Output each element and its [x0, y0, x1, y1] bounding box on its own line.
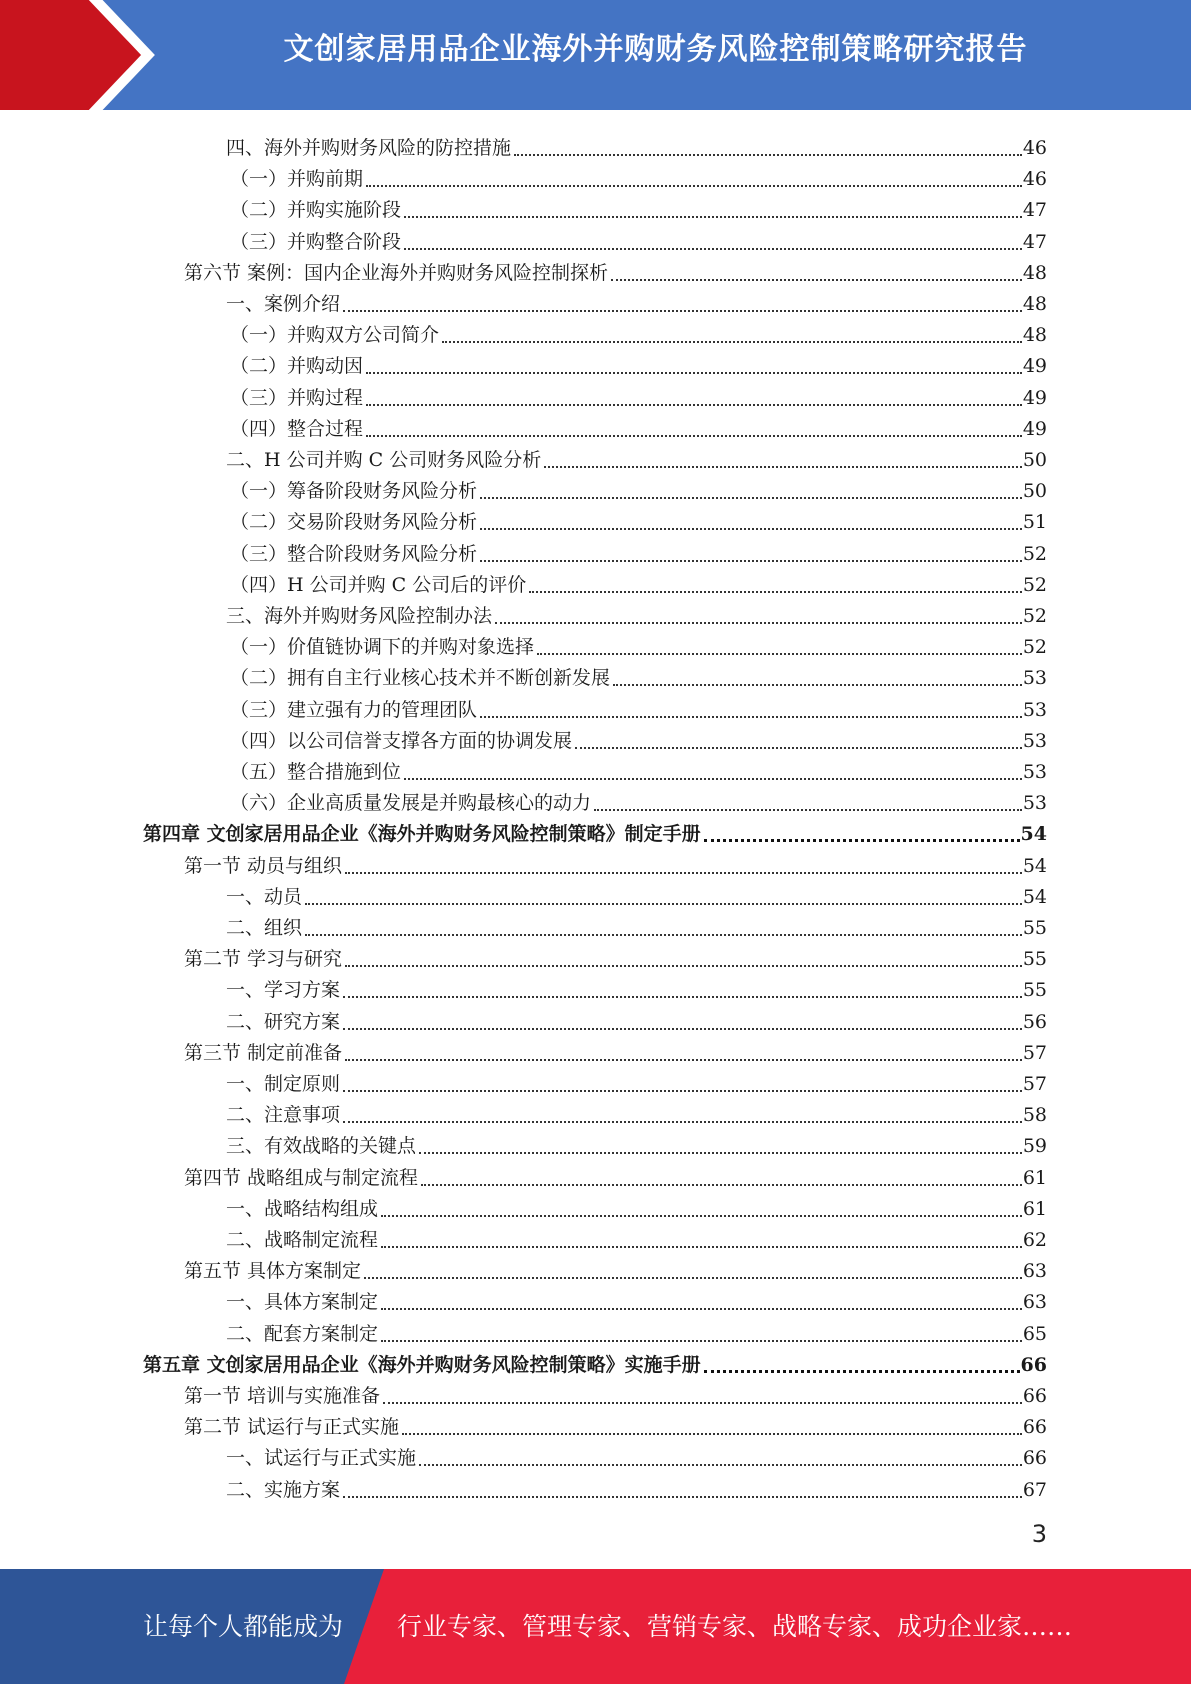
toc-dot-leader — [480, 528, 1022, 530]
toc-entry-page: 49 — [1022, 417, 1047, 440]
toc-entry-title: （二）拥有自主行业核心技术并不断创新发展 — [230, 667, 611, 690]
toc-dot-leader — [366, 372, 1022, 374]
toc-entry-page: 66 — [1020, 1353, 1047, 1376]
toc-entry-page: 54 — [1022, 885, 1047, 908]
footer-slogan-left: 让每个人都能成为 — [143, 1612, 344, 1641]
toc-entry-page: 53 — [1022, 761, 1047, 783]
toc-entry-page: 52 — [1022, 605, 1047, 627]
header-arrow-red-shape — [0, 0, 145, 110]
toc-entry-page: 53 — [1022, 729, 1047, 752]
toc-entry-page: 63 — [1022, 1291, 1047, 1314]
toc-entry[interactable] — [0, 471, 1047, 502]
toc-entry[interactable] — [0, 440, 1047, 471]
toc-entry-page: 55 — [1022, 979, 1047, 1002]
toc-entry[interactable] — [0, 1095, 1047, 1126]
toc-dot-leader — [366, 404, 1022, 406]
toc-entry[interactable] — [0, 1158, 1047, 1189]
toc-entry-title: （一）并购前期 — [230, 168, 364, 191]
toc-entry-page: 46 — [1022, 137, 1047, 159]
toc-dot-leader — [305, 934, 1022, 936]
toc-entry-title: 三、有效战略的关键点 — [226, 1135, 417, 1158]
toc-entry[interactable] — [0, 128, 1047, 159]
toc-dot-leader — [537, 653, 1022, 655]
toc-entry[interactable] — [0, 1470, 1047, 1501]
toc-dot-leader — [480, 497, 1022, 499]
toc-entry[interactable] — [0, 1345, 1047, 1376]
page-header — [0, 0, 1191, 110]
toc-entry-title: 第二节 学习与研究 — [184, 948, 343, 971]
toc-dot-leader — [345, 1059, 1022, 1061]
toc-dot-leader — [419, 1152, 1022, 1154]
toc-entry[interactable] — [0, 502, 1047, 533]
toc-entry-title: 第四节 战略组成与制定流程 — [184, 1166, 419, 1189]
toc-entry[interactable] — [0, 1002, 1047, 1033]
toc-dot-leader — [404, 248, 1022, 250]
toc-entry[interactable] — [0, 939, 1047, 970]
toc-entry-page: 57 — [1022, 1041, 1047, 1064]
toc-entry-page: 66 — [1022, 1385, 1047, 1407]
footer-slogan-right: 行业专家、管理专家、营销专家、战略专家、成功企业家…… — [397, 1612, 1073, 1641]
toc-entry-page: 47 — [1022, 199, 1047, 222]
toc-entry-title: （三）并购过程 — [230, 386, 364, 409]
toc-entry-title: 第四章 文创家居用品企业《海外并购财务风险控制策略》制定手册 — [143, 823, 701, 846]
toc-entry-page: 52 — [1022, 542, 1047, 565]
toc-dot-leader — [495, 622, 1022, 624]
toc-dot-leader — [343, 1496, 1022, 1498]
toc-entry-page: 66 — [1022, 1447, 1047, 1470]
toc-dot-leader — [343, 1121, 1022, 1123]
toc-entry[interactable] — [0, 315, 1047, 346]
toc-dot-leader — [381, 1246, 1022, 1248]
toc-entry[interactable] — [0, 190, 1047, 221]
toc-entry-page: 50 — [1022, 480, 1047, 503]
toc-dot-leader — [402, 1433, 1022, 1435]
toc-entry[interactable] — [0, 565, 1047, 596]
toc-entry-title: 一、战略结构组成 — [226, 1197, 379, 1220]
toc-dot-leader — [480, 716, 1022, 718]
toc-entry[interactable] — [0, 534, 1047, 565]
toc-entry[interactable] — [0, 253, 1047, 284]
toc-entry-title: （二）并购动因 — [230, 355, 364, 378]
toc-dot-leader — [704, 1370, 1020, 1373]
toc-entry-title: （四）H 公司并购 C 公司后的评价 — [230, 573, 527, 596]
toc-entry-title: 二、H 公司并购 C 公司财务风险分析 — [226, 449, 542, 471]
toc-entry-title: 一、具体方案制定 — [226, 1291, 379, 1314]
report-title: 文创家居用品企业海外并购财务风险控制策略研究报告 — [283, 32, 1028, 67]
toc-entry[interactable] — [0, 284, 1047, 315]
toc-dot-leader — [383, 1402, 1022, 1404]
toc-entry-page: 67 — [1022, 1478, 1047, 1501]
toc-entry-page: 58 — [1022, 1104, 1047, 1127]
toc-entry-title: （三）建立强有力的管理团队 — [230, 698, 478, 721]
toc-dot-leader — [381, 1340, 1022, 1342]
toc-entry-title: （二）并购实施阶段 — [230, 199, 402, 222]
toc-entry[interactable] — [0, 409, 1047, 440]
toc-dot-leader — [611, 279, 1022, 281]
toc-entry-page: 50 — [1022, 449, 1047, 471]
toc-entry-title: 第五节 具体方案制定 — [184, 1260, 362, 1283]
toc-dot-leader — [345, 872, 1022, 874]
toc-entry-title: 二、研究方案 — [226, 1010, 341, 1033]
toc-entry-title: （四）以公司信誉支撑各方面的协调发展 — [230, 729, 573, 752]
toc-entry-title: 四、海外并购财务风险的防控措施 — [226, 137, 512, 159]
toc-entry-page: 55 — [1022, 948, 1047, 971]
toc-entry-title: 二、组织 — [226, 917, 303, 939]
toc-dot-leader — [419, 1464, 1022, 1466]
toc-dot-leader — [305, 903, 1022, 905]
toc-entry-page: 49 — [1022, 386, 1047, 409]
toc-dot-leader — [529, 591, 1022, 593]
toc-dot-leader — [366, 185, 1022, 187]
toc-dot-leader — [704, 839, 1020, 842]
toc-entry[interactable] — [0, 1438, 1047, 1469]
toc-entry[interactable] — [0, 1126, 1047, 1157]
toc-dot-leader — [544, 466, 1022, 468]
toc-dot-leader — [345, 965, 1022, 967]
toc-entry-page: 52 — [1022, 636, 1047, 659]
toc-entry[interactable] — [0, 378, 1047, 409]
toc-entry-page: 51 — [1022, 511, 1047, 534]
toc-entry-title: （四）整合过程 — [230, 417, 364, 440]
toc-entry[interactable] — [0, 1407, 1047, 1438]
toc-entry-page: 47 — [1022, 230, 1047, 253]
toc-entry-title: （三）整合阶段财务风险分析 — [230, 542, 478, 565]
page-number: 3 — [1031, 1520, 1047, 1548]
toc-dot-leader — [575, 747, 1022, 749]
toc-entry-title: 第一节 培训与实施准备 — [184, 1385, 381, 1407]
toc-dot-leader — [343, 996, 1022, 998]
toc-entry-page: 53 — [1022, 667, 1047, 690]
toc-entry[interactable] — [0, 1033, 1047, 1064]
toc-entry-title: 二、战略制定流程 — [226, 1229, 379, 1251]
toc-entry-title: 第二节 试运行与正式实施 — [184, 1416, 400, 1439]
toc-entry-title: 第三节 制定前准备 — [184, 1041, 343, 1064]
toc-entry-title: 三、海外并购财务风险控制办法 — [226, 605, 493, 627]
toc-dot-leader — [364, 1277, 1022, 1279]
toc-entry-page: 48 — [1022, 261, 1047, 284]
toc-entry[interactable] — [0, 1220, 1047, 1251]
toc-entry[interactable] — [0, 1189, 1047, 1220]
toc-entry[interactable] — [0, 846, 1047, 877]
toc-entry-title: 第六节 案例：国内企业海外并购财务风险控制探析 — [184, 261, 609, 284]
toc-entry-page: 65 — [1022, 1322, 1047, 1345]
toc-entry-page: 61 — [1022, 1197, 1047, 1220]
toc-entry[interactable] — [0, 596, 1047, 627]
toc-dot-leader — [343, 1028, 1022, 1030]
toc-entry-title: 一、案例介绍 — [226, 293, 341, 315]
toc-entry-title: （六）企业高质量发展是并购最核心的动力 — [230, 792, 592, 815]
toc-dot-leader — [480, 560, 1022, 562]
toc-entry-page: 53 — [1022, 792, 1047, 815]
toc-entry-title: （一）并购双方公司简介 — [230, 324, 440, 347]
toc-dot-leader — [404, 778, 1022, 780]
toc-entry-page: 54 — [1022, 854, 1047, 877]
toc-dot-leader — [366, 435, 1022, 437]
toc-entry-title: 第五章 文创家居用品企业《海外并购财务风险控制策略》实施手册 — [143, 1353, 701, 1376]
toc-entry-title: 二、实施方案 — [226, 1478, 341, 1501]
toc-entry-title: 一、试运行与正式实施 — [226, 1447, 417, 1470]
toc-entry[interactable] — [0, 814, 1047, 845]
toc-entry[interactable] — [0, 346, 1047, 377]
toc-entry-title: （一）筹备阶段财务风险分析 — [230, 480, 478, 503]
toc-entry-page: 57 — [1022, 1073, 1047, 1095]
toc-entry-page: 56 — [1022, 1010, 1047, 1033]
toc-entry-page: 62 — [1022, 1229, 1047, 1251]
toc-entry-page: 48 — [1022, 324, 1047, 347]
toc-entry[interactable] — [0, 721, 1047, 752]
toc-entry[interactable] — [0, 658, 1047, 689]
toc-dot-leader — [343, 1090, 1022, 1092]
toc-entry[interactable] — [0, 222, 1047, 253]
toc-entry[interactable] — [0, 1314, 1047, 1345]
toc-entry[interactable] — [0, 1376, 1047, 1407]
toc-entry[interactable] — [0, 1251, 1047, 1282]
page-footer — [0, 1569, 1191, 1684]
toc-entry-page: 54 — [1020, 823, 1047, 846]
toc-entry-title: 二、配套方案制定 — [226, 1322, 379, 1345]
toc-dot-leader — [421, 1184, 1022, 1186]
toc-entry-page: 46 — [1022, 168, 1047, 191]
toc-dot-leader — [514, 154, 1022, 156]
toc-dot-leader — [343, 310, 1022, 312]
toc-entry-title: 一、制定原则 — [226, 1073, 341, 1095]
toc-entry[interactable] — [0, 1282, 1047, 1313]
toc-entry-title: （三）并购整合阶段 — [230, 230, 402, 253]
toc-entry-title: 二、注意事项 — [226, 1104, 341, 1127]
toc-dot-leader — [442, 341, 1022, 343]
toc-entry-page: 49 — [1022, 355, 1047, 378]
toc-entry-page: 53 — [1022, 698, 1047, 721]
toc-entry-title: 一、学习方案 — [226, 979, 341, 1002]
toc-dot-leader — [404, 216, 1022, 218]
toc-entry-title: （一）价值链协调下的并购对象选择 — [230, 636, 535, 659]
toc-entry[interactable] — [0, 752, 1047, 783]
toc-entry-page: 55 — [1022, 917, 1047, 939]
toc-entry-page: 61 — [1022, 1166, 1047, 1189]
toc-entry[interactable] — [0, 1064, 1047, 1095]
toc-entry-title: （二）交易阶段财务风险分析 — [230, 511, 478, 534]
toc-entry[interactable] — [0, 908, 1047, 939]
toc-entry-page: 48 — [1022, 293, 1047, 315]
toc-dot-leader — [594, 809, 1022, 811]
toc-entry[interactable] — [0, 877, 1047, 908]
toc-entry-page: 66 — [1022, 1416, 1047, 1439]
toc-entry-title: 一、动员 — [226, 885, 303, 908]
toc-entry[interactable] — [0, 690, 1047, 721]
toc-dot-leader — [381, 1308, 1022, 1310]
toc-entry-page: 59 — [1022, 1135, 1047, 1158]
toc-dot-leader — [381, 1215, 1022, 1217]
toc-entry[interactable] — [0, 970, 1047, 1001]
toc-dot-leader — [613, 684, 1022, 686]
toc-entry[interactable] — [0, 159, 1047, 190]
toc-entry[interactable] — [0, 627, 1047, 658]
toc-entry-title: （五）整合措施到位 — [230, 761, 402, 783]
toc-entry[interactable] — [0, 783, 1047, 814]
toc-entry-title: 第一节 动员与组织 — [184, 854, 343, 877]
toc-entry-page: 63 — [1022, 1260, 1047, 1283]
toc-entry-page: 52 — [1022, 573, 1047, 596]
